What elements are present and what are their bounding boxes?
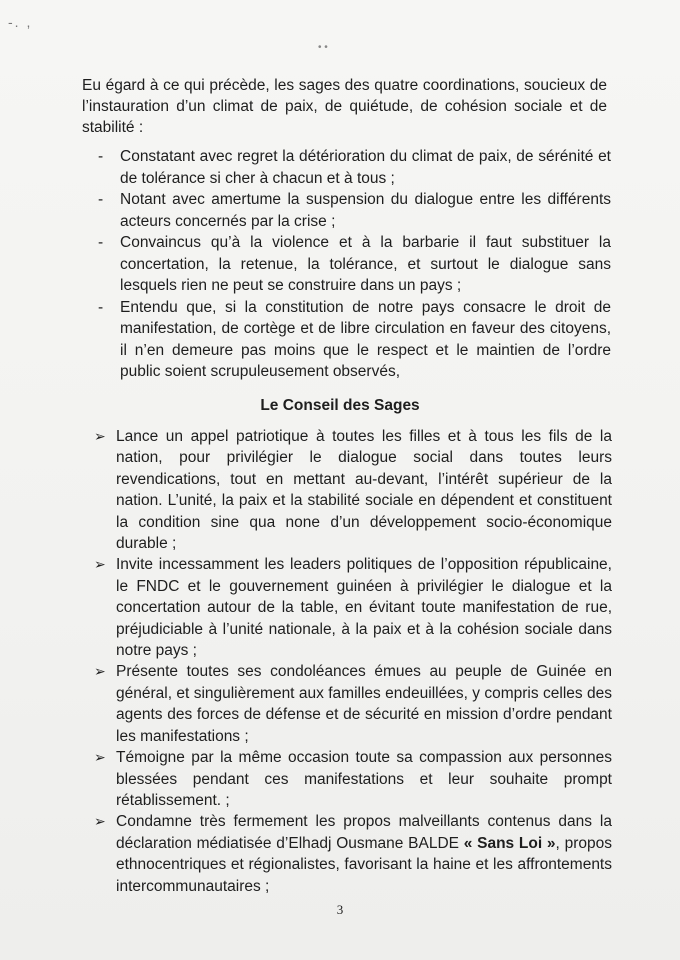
list-item (94, 426, 612, 554)
arrow-bullet-icon: ➢ (94, 749, 106, 766)
list-item (94, 811, 612, 897)
list-item-text: Présente toutes ses condoléances émues au peuple de Guinée en général, et singulièrement aux familles endeuillées, y compris celles des agents des forces de défense et de sécurité en mission d’ordre pendant les manifestations ; (116, 663, 612, 745)
list-item (94, 554, 612, 661)
list-item (96, 146, 611, 189)
arrow-bullet-icon: ➢ (94, 813, 106, 830)
list-item-text: Entendu que, si la constitution de notre pays consacre le droit de manifestation, de cortège et de libre circulation en faveur des citoyens, il n’en demeure pas moins que le respect et le maintien de l’ordre public soient scrupuleusement observés, (120, 298, 611, 380)
list-item (94, 661, 612, 747)
list-item-text: Invite incessamment les leaders politiques de l’opposition républicaine, le FNDC et le gouvernement guinéen à privilégier le dialogue et la concertation autour de la table, en évitant toute manifestation de rue, préjudiciable à l’unité nationale, à la paix et à la cohésion sociale dans notre pays ; (116, 556, 612, 660)
dash-bullet: - (98, 298, 104, 316)
text-before-bold: Condamne très fermement les propos malveillants contenus dans la déclaration médiatisée d’Elhadj Ousmane BALDE (116, 813, 612, 852)
intro-paragraph: Eu égard à ce qui précède, les sages des quatre coordinations, soucieux de l’instauration d’un climat de paix, de quiétude, de cohésion sociale et de stabilité : (82, 77, 607, 136)
dash-bullet: - (98, 234, 104, 251)
list-item-text: Constatant avec regret la détérioration du climat de paix, de sérénité et de tolérance si cher à chacun et à tous ; (120, 148, 611, 187)
section-title: Le Conseil des Sages (260, 397, 420, 414)
list-item (94, 747, 612, 811)
list-item-text: Notant avec amertume la suspension du dialogue entre les différents acteurs concernés par la crise ; (120, 191, 611, 230)
dash-bullet: - (98, 191, 104, 208)
considerations-list (96, 146, 611, 383)
page-number: 3 (336, 902, 344, 917)
resolutions-list (94, 426, 612, 897)
scan-speck: • • (318, 42, 328, 53)
list-item (96, 189, 611, 232)
list-item-text: Convaincus qu’à la violence et à la barbarie il faut substituer la concertation, la retenue, la tolérance, et surtout le dialogue sans lesquels rien ne peut se construire dans un pays ; (120, 234, 611, 294)
scan-artifact: -. , (8, 14, 33, 30)
arrow-bullet-icon: ➢ (94, 556, 106, 573)
arrow-bullet-icon: ➢ (94, 663, 106, 680)
list-item (96, 297, 611, 383)
dash-bullet: - (98, 148, 104, 165)
bold-quote: « Sans Loi » (463, 834, 556, 852)
list-item-text (116, 813, 612, 894)
list-item-text: Lance un appel patriotique à toutes les filles et à tous les fils de la nation, pour privilégier le dialogue social dans toutes leurs revendications, tout en mettant au-devant, l’intérêt supérieur de la nation. L’unité, la paix et la stabilité sociale en dépendent et constituent la condition sine qua none d’un développement socio-économique durable ; (116, 428, 612, 553)
text-after-bold: , propos ethnocentriques et régionalistes, favorisant la haine et les affrontements intercommunautaires ; (116, 834, 613, 895)
arrow-bullet-icon: ➢ (94, 428, 106, 444)
list-item (96, 232, 611, 297)
list-item-text: Témoigne par la même occasion toute sa compassion aux personnes blessées pendant ces manifestations et leur souhaite prompt rétablissement. ; (116, 749, 612, 809)
